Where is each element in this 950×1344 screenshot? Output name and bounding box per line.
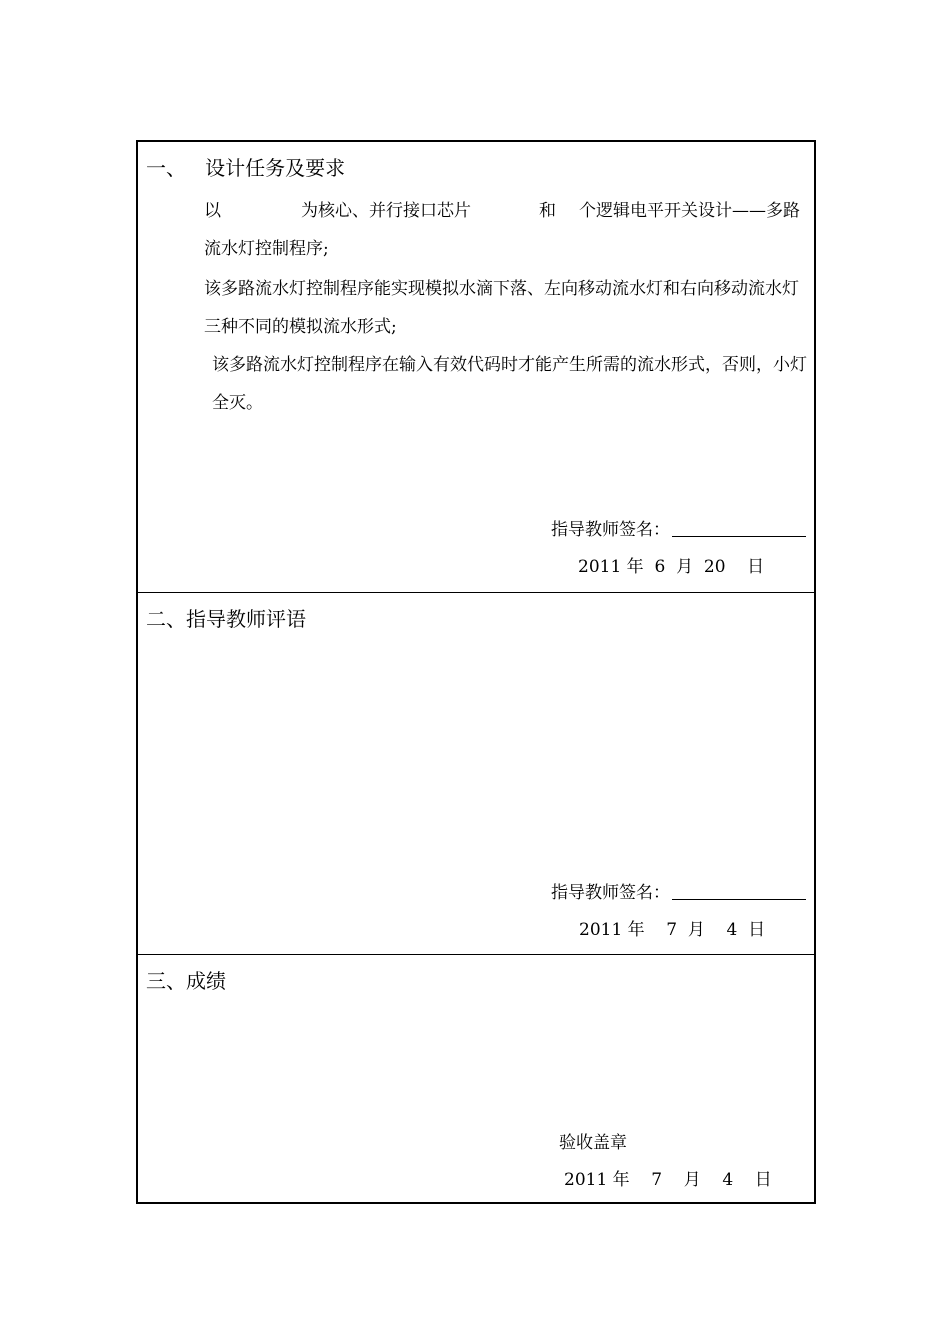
signature-label: 指导教师签名： [551, 520, 670, 540]
section-date: 2011 年 6 月 20 日 [578, 557, 765, 577]
section-date: 2011 年 7 月 4 日 [564, 1170, 772, 1190]
task-paragraph-1 [146, 192, 808, 268]
section-grade [138, 954, 814, 1202]
section-heading: 三、成绩 [146, 969, 226, 993]
assessment-form [136, 140, 816, 1204]
signature-line [672, 881, 806, 900]
task-paragraph-2: 该多路流水灯控制程序能实现模拟水滴下落、左向移动流水灯和右向移动流水灯三种不同的模拟流水形式; [204, 279, 799, 337]
section-design-task [138, 142, 814, 592]
task-text: 以 [204, 201, 221, 221]
section-heading: 一、 设计任务及要求 [146, 156, 346, 180]
task-text: 为核心、并行接口芯片 [301, 201, 471, 221]
signature-label: 指导教师签名： [551, 883, 670, 903]
advisor-signature-row [551, 878, 806, 903]
advisor-signature-row [551, 515, 806, 540]
task-text: 个逻辑电平开关设计——多路流水灯控制程序; [204, 201, 800, 259]
section-date: 2011 年 7 月 4 日 [579, 920, 766, 940]
section-heading: 二、指导教师评语 [146, 607, 306, 631]
task-text: 和 [539, 201, 556, 221]
signature-line [672, 518, 806, 537]
section-advisor-comments [138, 592, 814, 954]
acceptance-stamp-label: 验收盖章 [559, 1133, 627, 1153]
task-paragraph-3: 该多路流水灯控制程序在输入有效代码时才能产生所需的流水形式，否则，小灯全灭。 [212, 355, 807, 413]
